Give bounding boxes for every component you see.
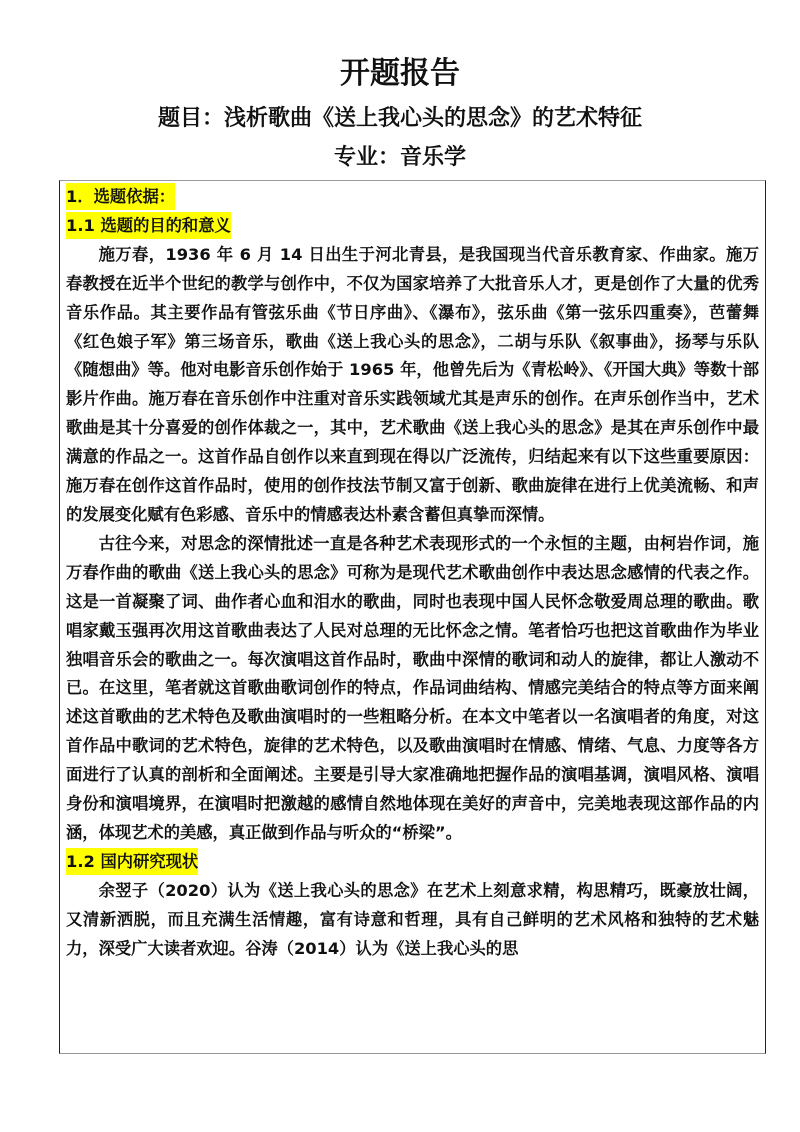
section1-1-heading: 1.1 选题的目的和意义 (66, 212, 231, 239)
document-major: 专业：音乐学 (333, 145, 466, 170)
subsection-heading (66, 212, 759, 241)
section1-heading: 1．选题依据： (66, 183, 175, 210)
subsection-heading (66, 848, 759, 877)
document-title: 开题报告 (340, 56, 460, 91)
paragraph: 古往今来，对思念的深情批述一直是各种艺术表现形式的一个永恒的主题，由柯岩作词，施万春作曲的歌曲《送上我心头的思念》可称为是现代艺术歌曲创作中表达思念感情的代表之作。这是一首凝聚了词、曲作者心血和泪水的歌曲，同时也表现中国人民怀念敬爱周总理的歌曲。歌唱家戴玉强再次用这首歌曲表达了人民对总理的无比怀念之情。笔者恰巧也把这首歌曲作为毕业独唱音乐会的歌曲之一。每次演唱这首作品时，歌曲中深情的歌词和动人的旋律，都让人激动不已。在这里，笔者就这首歌曲歌词创作的特点，作品词曲结构、情感完美结合的特点等方面来阐述这首歌曲的艺术特色及歌曲演唱时的一些粗略分析。在本文中笔者以一名演唱者的角度，对这首作品中歌词的艺术特色，旋律的艺术特色，以及歌曲演唱时在情感、情绪、气息、力度等各方面进行了认真的剖析和全面阐述。主要是引导大家准确地把握作品的演唱基调，演唱风格、演唱身份和演唱境界，在演唱时把激越的感情自然地体现在美好的声音中，完美地表现这部作品的内涵，体现艺术的美感，真正做到作品与听众的“桥梁”。 (66, 533, 759, 842)
content-box (59, 180, 766, 1054)
section1-2-heading: 1.2 国内研究现状 (66, 848, 198, 875)
paragraph: 施万春，1936 年 6 月 14 日出生于河北青县，是我国现当代音乐教育家、作曲家。施万春教授在近半个世纪的教学与创作中，不仅为国家培养了大批音乐人才，更是创作了大量的优秀音乐作品。其主要作品有管弦乐曲《节日序曲》、《瀑布》，弦乐曲《第一弦乐四重奏》，芭蕾舞《红色娘子军》第三场音乐，歌曲《送上我心头的思念》，二胡与乐队《叙事曲》，扬琴与乐队《随想曲》等。他对电影音乐创作始于 1965 年，他曾先后为《青松岭》、《开国大典》等数十部影片作曲。施万春在音乐创作中注重对音乐实践领域尤其是声乐的创作。在声乐创作当中，艺术歌曲是其十分喜爱的创作体裁之一，其中，艺术歌曲《送上我心头的思念》是其在声乐创作中最满意的作品之一。这首作品自创作以来直到现在得以广泛流传，归结起来有以下这些重要原因：施万春在创作这首作品时，使用的创作技法节制又富于创新、歌曲旋律在进行上优美流畅、和声的发展变化赋有色彩感、音乐中的情感表达朴素含蓄但真挚而深情。 (66, 244, 759, 524)
paragraph: 余翌子（2020）认为《送上我心头的思念》在艺术上刻意求精，构思精巧，既豪放壮阔，又清新洒脱，而且充满生活情趣，富有诗意和哲理，具有自己鲜明的艺术风格和独特的艺术魅力，深受广大读者欢迎。谷涛（2014）认为《送上我心头的思 (66, 880, 759, 958)
content-body (60, 181, 765, 963)
document-subtitle: 题目：浅析歌曲《送上我心头的思念》的艺术特征 (157, 106, 642, 131)
section-heading (66, 183, 759, 212)
